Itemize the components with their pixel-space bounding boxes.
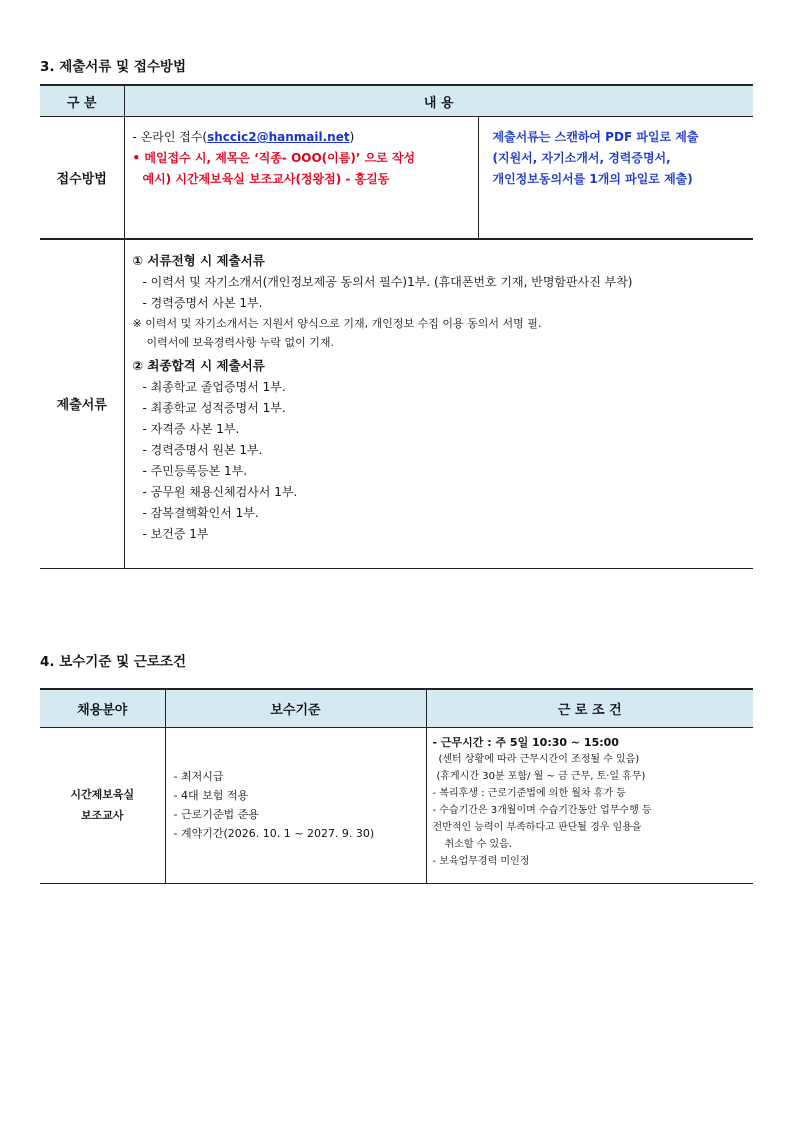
condition-line: - 수습기간은 3개월이며 수습기간동안 업무수행 등: [432, 804, 652, 816]
final-item: - 최종학교 졸업증명서 1부.: [142, 379, 286, 394]
pay-conditions-table: [40, 688, 753, 884]
final-item: - 주민등록등본 1부.: [142, 463, 248, 478]
final-item: - 잠복결핵확인서 1부.: [142, 505, 259, 520]
pay-item: - 최저시급: [173, 770, 224, 783]
pay-standard: [165, 727, 426, 883]
reception-label: 접수방법: [40, 117, 124, 239]
documents-label: 제출서류: [40, 239, 124, 569]
mail-subject-rule: • 메일접수 시, 제목은 ‘직종- OOO(이름)’ 으로 작성: [132, 151, 416, 165]
screening-note-2: 이력서에 보육경력사항 누락 없이 기재.: [146, 335, 334, 349]
header-pay: 보수기준: [165, 689, 426, 727]
condition-line: 취소할 수 있음.: [444, 838, 512, 850]
condition-line: (휴게시간 30분 포함/ 월 ~ 금 근무, 토·일 휴무): [436, 770, 646, 782]
pay-item: - 계약기간(2026. 10. 1 ~ 2027. 9. 30): [173, 827, 375, 840]
online-reception: - 온라인 접수(shccic2@hanmail.net): [132, 130, 355, 144]
header-field: 채용분야: [40, 689, 165, 727]
work-time: - 근무시간 : 주 5일 10:30 ~ 15:00: [432, 735, 619, 749]
final-item: - 최종학교 성적증명서 1부.: [142, 400, 286, 415]
section4-title: 4. 보수기준 및 근로조건: [40, 654, 186, 670]
header-conditions: 근 로 조 건: [426, 689, 753, 727]
reception-methods: [124, 117, 478, 239]
header-category: 구 분: [40, 85, 124, 117]
final-item: - 자격증 사본 1부.: [142, 421, 240, 436]
section3-title: 3. 제출서류 및 접수방법: [40, 59, 186, 75]
final-item: - 경력증명서 원본 1부.: [142, 442, 263, 457]
email-link[interactable]: shccic2@hanmail.net: [207, 130, 350, 144]
note-line-3: 개인정보동의서를 1개의 파일로 제출): [492, 172, 693, 186]
field-line-2: 보조교사: [80, 809, 124, 822]
final-title: ② 최종합격 시 제출서류: [132, 357, 265, 373]
documents-row: [40, 239, 753, 569]
note-line-2: (지원서, 자기소개서, 경력증명서,: [492, 151, 671, 165]
final-item: - 공무원 채용신체검사서 1부.: [142, 484, 298, 499]
screening-item-1: - 이력서 및 자기소개서(개인정보제공 동의서 필수)1부. (휴대폰번호 기재, 반명함판사진 부착): [142, 274, 633, 289]
note-line-1: 제출서류는 스캔하여 PDF 파일로 제출: [492, 130, 699, 144]
recruit-field: [40, 727, 165, 883]
final-item: - 보건증 1부: [142, 526, 209, 541]
pay-row: [40, 727, 753, 883]
submission-table: [40, 84, 753, 569]
screening-note-1: ※ 이력서 및 자기소개서는 지원서 양식으로 기재, 개인정보 수집 이용 동의서 서명 필.: [132, 316, 542, 330]
header-content: 내 용: [124, 85, 753, 117]
reception-row: [40, 117, 753, 239]
work-conditions: [426, 727, 753, 883]
pay-table-header: [40, 689, 753, 727]
pay-item: - 4대 보험 적용: [173, 789, 249, 802]
documents-content: [124, 239, 753, 569]
mail-subject-example: 예시) 시간제보육실 보조교사(정왕점) - 홍길동: [142, 172, 390, 186]
submission-table-header: [40, 85, 753, 117]
condition-line: - 보육업무경력 미인정: [432, 855, 530, 867]
condition-line: (센터 상황에 따라 근무시간이 조정될 수 있음): [438, 753, 640, 765]
screening-title: ① 서류전형 시 제출서류: [132, 252, 265, 268]
condition-line: - 복리후생 : 근로기준법에 의한 월차 휴가 등: [432, 787, 626, 799]
field-line-1: 시간제보육실: [70, 788, 135, 801]
pay-item: - 근로기준법 준용: [173, 808, 259, 821]
condition-line: 전반적인 능력이 부족하다고 판단될 경우 임용을: [432, 821, 642, 833]
screening-item-2: - 경력증명서 사본 1부.: [142, 295, 263, 310]
reception-note: [478, 117, 753, 239]
